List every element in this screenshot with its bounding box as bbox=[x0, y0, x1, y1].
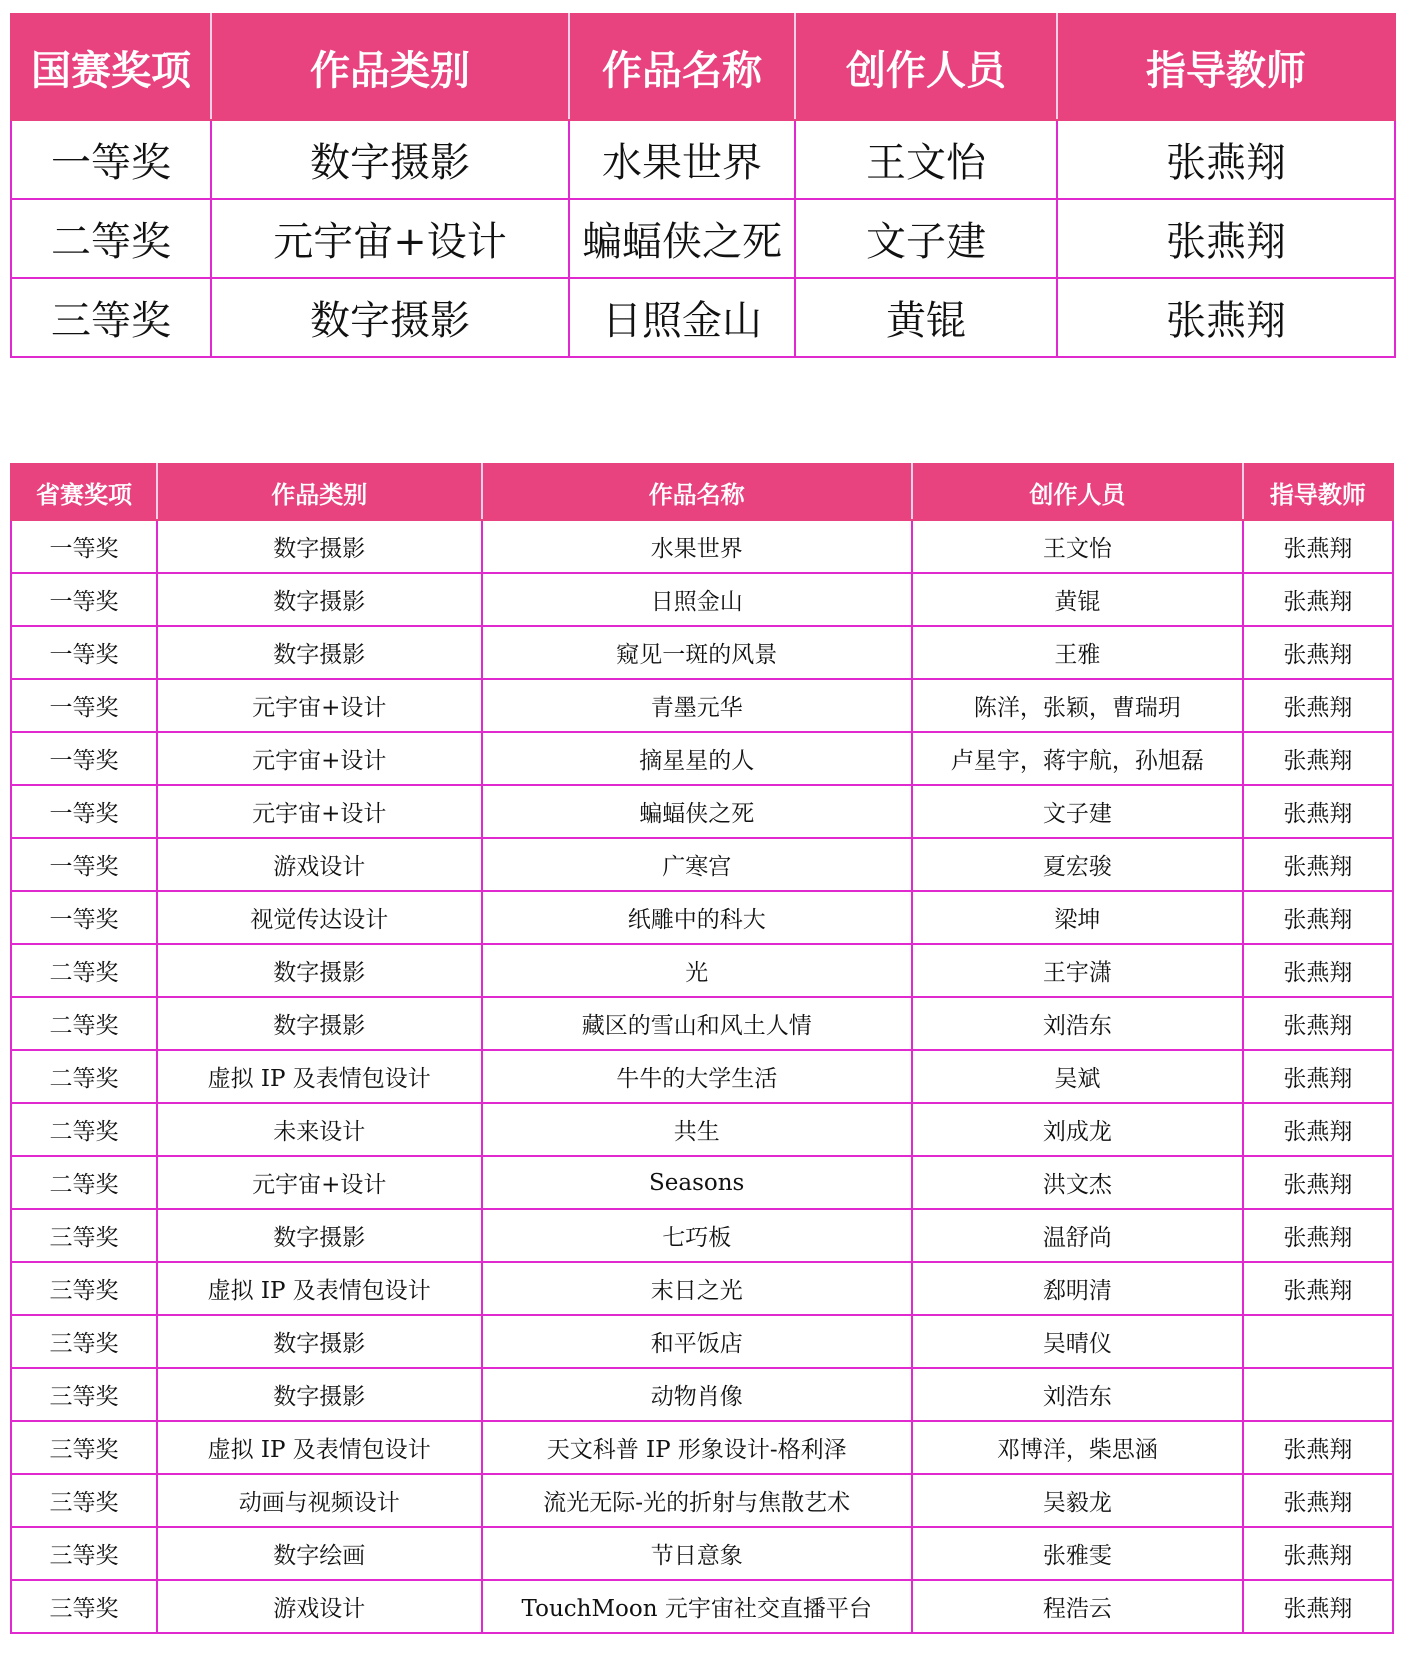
category-cell: 数字摄影 bbox=[157, 1368, 482, 1421]
award-cell: 三等奖 bbox=[11, 1209, 157, 1262]
advisor-cell: 张燕翔 bbox=[1243, 1474, 1393, 1527]
advisor-cell: 张燕翔 bbox=[1243, 520, 1393, 573]
work-title-cell: 蝙蝠侠之死 bbox=[569, 199, 795, 278]
work-title-cell: 天文科普 IP 形象设计-格利泽 bbox=[482, 1421, 912, 1474]
category-cell: 动画与视频设计 bbox=[157, 1474, 482, 1527]
work-title-cell: 水果世界 bbox=[482, 520, 912, 573]
creators-cell: 刘浩东 bbox=[912, 997, 1243, 1050]
award-cell: 二等奖 bbox=[11, 944, 157, 997]
creators-cell: 洪文杰 bbox=[912, 1156, 1243, 1209]
award-cell: 一等奖 bbox=[11, 891, 157, 944]
award-cell: 三等奖 bbox=[11, 1527, 157, 1580]
creators-cell: 黄锟 bbox=[912, 573, 1243, 626]
table-row bbox=[11, 785, 1393, 838]
category-cell: 虚拟 IP 及表情包设计 bbox=[157, 1262, 482, 1315]
table-row bbox=[11, 573, 1393, 626]
header-work-title: 作品名称 bbox=[569, 14, 795, 120]
table-row bbox=[11, 626, 1393, 679]
creators-cell: 文子建 bbox=[912, 785, 1243, 838]
work-title-cell: 末日之光 bbox=[482, 1262, 912, 1315]
work-title-cell: Seasons bbox=[482, 1156, 912, 1209]
provincial-table-body bbox=[11, 520, 1393, 1633]
work-title-cell: 七巧板 bbox=[482, 1209, 912, 1262]
creators-cell: 吴毅龙 bbox=[912, 1474, 1243, 1527]
award-cell: 三等奖 bbox=[11, 1580, 157, 1633]
advisor-cell bbox=[1243, 1315, 1393, 1368]
award-cell: 三等奖 bbox=[11, 1474, 157, 1527]
advisor-cell: 张燕翔 bbox=[1243, 573, 1393, 626]
work-title-cell: 节日意象 bbox=[482, 1527, 912, 1580]
award-cell: 一等奖 bbox=[11, 785, 157, 838]
category-cell: 数字摄影 bbox=[157, 520, 482, 573]
work-title-cell: 纸雕中的科大 bbox=[482, 891, 912, 944]
table-row bbox=[11, 278, 1395, 357]
advisor-cell bbox=[1243, 1368, 1393, 1421]
advisor-cell: 张燕翔 bbox=[1243, 785, 1393, 838]
work-title-cell: 动物肖像 bbox=[482, 1368, 912, 1421]
provincial-awards-table bbox=[10, 463, 1394, 1634]
creators-cell: 吴斌 bbox=[912, 1050, 1243, 1103]
advisor-cell: 张燕翔 bbox=[1243, 891, 1393, 944]
category-cell: 数字摄影 bbox=[157, 573, 482, 626]
table-row bbox=[11, 1474, 1393, 1527]
creators-cell: 王文怡 bbox=[912, 520, 1243, 573]
header-creators: 创作人员 bbox=[795, 14, 1057, 120]
creators-cell: 梁坤 bbox=[912, 891, 1243, 944]
table-row bbox=[11, 732, 1393, 785]
advisor-cell: 张燕翔 bbox=[1243, 1050, 1393, 1103]
work-title-cell: 牛牛的大学生活 bbox=[482, 1050, 912, 1103]
category-cell: 数字摄影 bbox=[157, 1209, 482, 1262]
category-cell: 数字绘画 bbox=[157, 1527, 482, 1580]
national-table-body bbox=[11, 120, 1395, 357]
award-cell: 二等奖 bbox=[11, 1156, 157, 1209]
award-cell: 一等奖 bbox=[11, 838, 157, 891]
table-row bbox=[11, 1580, 1393, 1633]
header-category: 作品类别 bbox=[157, 464, 482, 520]
table-row bbox=[11, 120, 1395, 199]
award-cell: 三等奖 bbox=[11, 1421, 157, 1474]
advisor-cell: 张燕翔 bbox=[1243, 838, 1393, 891]
award-cell: 三等奖 bbox=[11, 1368, 157, 1421]
category-cell: 元宇宙+设计 bbox=[157, 732, 482, 785]
table-row bbox=[11, 199, 1395, 278]
work-title-cell: 流光无际-光的折射与焦散艺术 bbox=[482, 1474, 912, 1527]
table-row bbox=[11, 944, 1393, 997]
creators-cell: 郄明清 bbox=[912, 1262, 1243, 1315]
category-cell: 元宇宙+设计 bbox=[211, 199, 569, 278]
advisor-cell: 张燕翔 bbox=[1243, 997, 1393, 1050]
header-work-title: 作品名称 bbox=[482, 464, 912, 520]
table-row bbox=[11, 1421, 1393, 1474]
header-award: 国赛奖项 bbox=[11, 14, 211, 120]
creators-cell: 温舒尚 bbox=[912, 1209, 1243, 1262]
work-title-cell: 藏区的雪山和风土人情 bbox=[482, 997, 912, 1050]
category-cell: 元宇宙+设计 bbox=[157, 785, 482, 838]
award-cell: 一等奖 bbox=[11, 626, 157, 679]
award-cell: 一等奖 bbox=[11, 679, 157, 732]
creators-cell: 卢星宇，蒋宇航，孙旭磊 bbox=[912, 732, 1243, 785]
header-creators: 创作人员 bbox=[912, 464, 1243, 520]
creators-cell: 程浩云 bbox=[912, 1580, 1243, 1633]
category-cell: 元宇宙+设计 bbox=[157, 679, 482, 732]
table-row bbox=[11, 1368, 1393, 1421]
category-cell: 数字摄影 bbox=[157, 997, 482, 1050]
advisor-cell: 张燕翔 bbox=[1243, 1527, 1393, 1580]
work-title-cell: 广寒宫 bbox=[482, 838, 912, 891]
work-title-cell: 光 bbox=[482, 944, 912, 997]
creators-cell: 王雅 bbox=[912, 626, 1243, 679]
advisor-cell: 张燕翔 bbox=[1243, 1209, 1393, 1262]
award-cell: 二等奖 bbox=[11, 997, 157, 1050]
advisor-cell: 张燕翔 bbox=[1243, 732, 1393, 785]
header-category: 作品类别 bbox=[211, 14, 569, 120]
category-cell: 虚拟 IP 及表情包设计 bbox=[157, 1421, 482, 1474]
creators-cell: 邓博洋，柴思涵 bbox=[912, 1421, 1243, 1474]
creators-cell: 张雅雯 bbox=[912, 1527, 1243, 1580]
category-cell: 游戏设计 bbox=[157, 1580, 482, 1633]
national-header-row bbox=[11, 14, 1395, 120]
award-cell: 一等奖 bbox=[11, 732, 157, 785]
table-row bbox=[11, 1156, 1393, 1209]
advisor-cell: 张燕翔 bbox=[1243, 944, 1393, 997]
creators-cell: 陈洋，张颖，曹瑞玥 bbox=[912, 679, 1243, 732]
category-cell: 数字摄影 bbox=[211, 120, 569, 199]
table-row bbox=[11, 1262, 1393, 1315]
category-cell: 游戏设计 bbox=[157, 838, 482, 891]
table-row bbox=[11, 997, 1393, 1050]
creators-cell: 吴晴仪 bbox=[912, 1315, 1243, 1368]
table-row bbox=[11, 838, 1393, 891]
table-row bbox=[11, 891, 1393, 944]
advisor-cell: 张燕翔 bbox=[1243, 626, 1393, 679]
work-title-cell: 摘星星的人 bbox=[482, 732, 912, 785]
award-cell: 三等奖 bbox=[11, 1315, 157, 1368]
table-row bbox=[11, 1103, 1393, 1156]
work-title-cell: 日照金山 bbox=[482, 573, 912, 626]
advisor-cell: 张燕翔 bbox=[1057, 120, 1395, 199]
category-cell: 数字摄影 bbox=[157, 626, 482, 679]
work-title-cell: 和平饭店 bbox=[482, 1315, 912, 1368]
award-cell: 二等奖 bbox=[11, 1103, 157, 1156]
advisor-cell: 张燕翔 bbox=[1057, 199, 1395, 278]
table-row bbox=[11, 1209, 1393, 1262]
advisor-cell: 张燕翔 bbox=[1243, 1262, 1393, 1315]
category-cell: 数字摄影 bbox=[157, 944, 482, 997]
advisor-cell: 张燕翔 bbox=[1243, 1421, 1393, 1474]
category-cell: 元宇宙+设计 bbox=[157, 1156, 482, 1209]
award-cell: 二等奖 bbox=[11, 1050, 157, 1103]
work-title-cell: 水果世界 bbox=[569, 120, 795, 199]
category-cell: 虚拟 IP 及表情包设计 bbox=[157, 1050, 482, 1103]
category-cell: 未来设计 bbox=[157, 1103, 482, 1156]
category-cell: 数字摄影 bbox=[157, 1315, 482, 1368]
header-advisor: 指导教师 bbox=[1057, 14, 1395, 120]
advisor-cell: 张燕翔 bbox=[1243, 1156, 1393, 1209]
creators-cell: 王宇潇 bbox=[912, 944, 1243, 997]
advisor-cell: 张燕翔 bbox=[1243, 1580, 1393, 1633]
work-title-cell: 青墨元华 bbox=[482, 679, 912, 732]
national-awards-table bbox=[10, 13, 1396, 358]
work-title-cell: 蝙蝠侠之死 bbox=[482, 785, 912, 838]
table-row bbox=[11, 1527, 1393, 1580]
work-title-cell: 日照金山 bbox=[569, 278, 795, 357]
creators-cell: 王文怡 bbox=[795, 120, 1057, 199]
award-cell: 二等奖 bbox=[11, 199, 211, 278]
category-cell: 视觉传达设计 bbox=[157, 891, 482, 944]
advisor-cell: 张燕翔 bbox=[1243, 1103, 1393, 1156]
creators-cell: 夏宏骏 bbox=[912, 838, 1243, 891]
award-cell: 一等奖 bbox=[11, 573, 157, 626]
header-award: 省赛奖项 bbox=[11, 464, 157, 520]
header-advisor: 指导教师 bbox=[1243, 464, 1393, 520]
creators-cell: 黄锟 bbox=[795, 278, 1057, 357]
award-cell: 一等奖 bbox=[11, 120, 211, 199]
table-row bbox=[11, 1050, 1393, 1103]
work-title-cell: TouchMoon 元宇宙社交直播平台 bbox=[482, 1580, 912, 1633]
award-cell: 一等奖 bbox=[11, 520, 157, 573]
advisor-cell: 张燕翔 bbox=[1243, 679, 1393, 732]
table-row bbox=[11, 520, 1393, 573]
table-row bbox=[11, 1315, 1393, 1368]
work-title-cell: 共生 bbox=[482, 1103, 912, 1156]
table-row bbox=[11, 679, 1393, 732]
advisor-cell: 张燕翔 bbox=[1057, 278, 1395, 357]
creators-cell: 刘浩东 bbox=[912, 1368, 1243, 1421]
award-cell: 三等奖 bbox=[11, 1262, 157, 1315]
creators-cell: 文子建 bbox=[795, 199, 1057, 278]
work-title-cell: 窥见一斑的风景 bbox=[482, 626, 912, 679]
provincial-header-row bbox=[11, 464, 1393, 520]
category-cell: 数字摄影 bbox=[211, 278, 569, 357]
creators-cell: 刘成龙 bbox=[912, 1103, 1243, 1156]
award-cell: 三等奖 bbox=[11, 278, 211, 357]
